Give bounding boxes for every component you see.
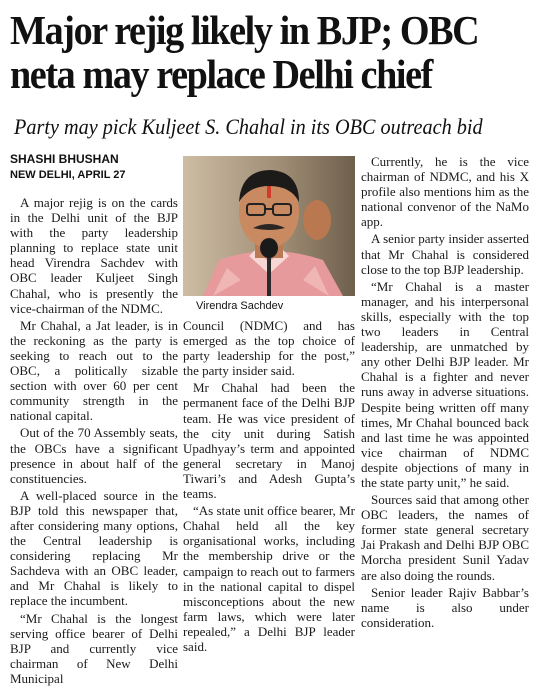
paragraph: “Mr Chahal is the longest serving office bearer of Delhi BJP and currently vice chairman of New Delhi Municipal [10, 610, 178, 686]
article-column-2 [183, 318, 355, 656]
paragraph: Sources said that among other OBC leaders, the names of former state general secretary Jai Prakash and Delhi BJP OBC Morcha president Sunil Yadav are also doing the rounds. [361, 492, 529, 583]
portrait-illustration [183, 156, 355, 296]
paragraph: A well-placed source in the BJP told this newspaper that, after considering many options, the Central leadership is considering replacing Mr Sachdeva with an OBC leader, and Mr Chahal is likely to replace the incumbent. [10, 487, 178, 609]
byline: SHASHI BHUSHAN [10, 152, 119, 166]
headline-line-1: Major rejig likely in BJP; OBC [10, 7, 479, 53]
paragraph: Mr Chahal had been the permanent face of the Delhi BJP team. He was vice president of the city unit during Satish Upadhyay’s term and appointed general secretary in Manoj Tiwari’s and Adesh Gupta’s teams. [183, 380, 355, 502]
dateline: NEW DELHI, APRIL 27 [10, 169, 126, 181]
photo-caption: Virendra Sachdev [196, 300, 284, 312]
paragraph: “Mr Chahal is a master manager, and his interpersonal skills, especially with the top two leaders in Central leadership, are unmatched by any other Delhi BJP leader. Mr Chahal is a fighter and never runs away in adverse situations. Despite being written off many times, Mr Chahal bounced back and last time he was appointed vice chairman of NDMC despite objections of many in the state party unit,” he said. [361, 278, 529, 490]
paragraph: A senior party insider asserted that Mr Chahal is considered close to the top BJP leadership. [361, 231, 529, 277]
article-column-1 [10, 195, 178, 688]
headline-line-2: neta may replace Delhi chief [10, 51, 432, 97]
article-column-3 [361, 154, 529, 632]
paragraph: Senior leader Rajiv Babbar’s name is also under consideration. [361, 584, 529, 630]
portrait-photo [183, 156, 355, 296]
paragraph: “As state unit office bearer, Mr Chahal held all the key organisational works, including the membership drive or the campaign to reach out to farmers in the national capital to dispel misconceptions about the new farm laws, which were later repealed,” a Delhi BJP leader said. [183, 503, 355, 654]
paragraph: A major rejig is on the cards in the Delhi unit of the BJP with the party leadership planning to replace state unit head Virendra Sachdev with OBC leader Kuljeet Singh Chahal, who is presently the vice-chairman of the NDMC. [10, 195, 178, 316]
paragraph: Council (NDMC) and has emerged as the top choice of party leadership for the post,” the party insider said. [183, 318, 355, 379]
paragraph: Currently, he is the vice chairman of NDMC, and his X profile also mentions him as the national convenor of the NaMo app. [361, 154, 529, 230]
paragraph: Out of the 70 Assembly seats, the OBCs have a significant presence in about half of the constituencies. [10, 425, 178, 486]
paragraph: Mr Chahal, a Jat leader, is in the reckoning as the party is seeking to reach out to the OBC, a politically sizable section with over 60 per cent community strength in the national capital. [10, 317, 178, 424]
subheadline: Party may pick Kuljeet S. Chahal in its OBC outreach bid [14, 114, 483, 139]
headline [10, 8, 494, 96]
